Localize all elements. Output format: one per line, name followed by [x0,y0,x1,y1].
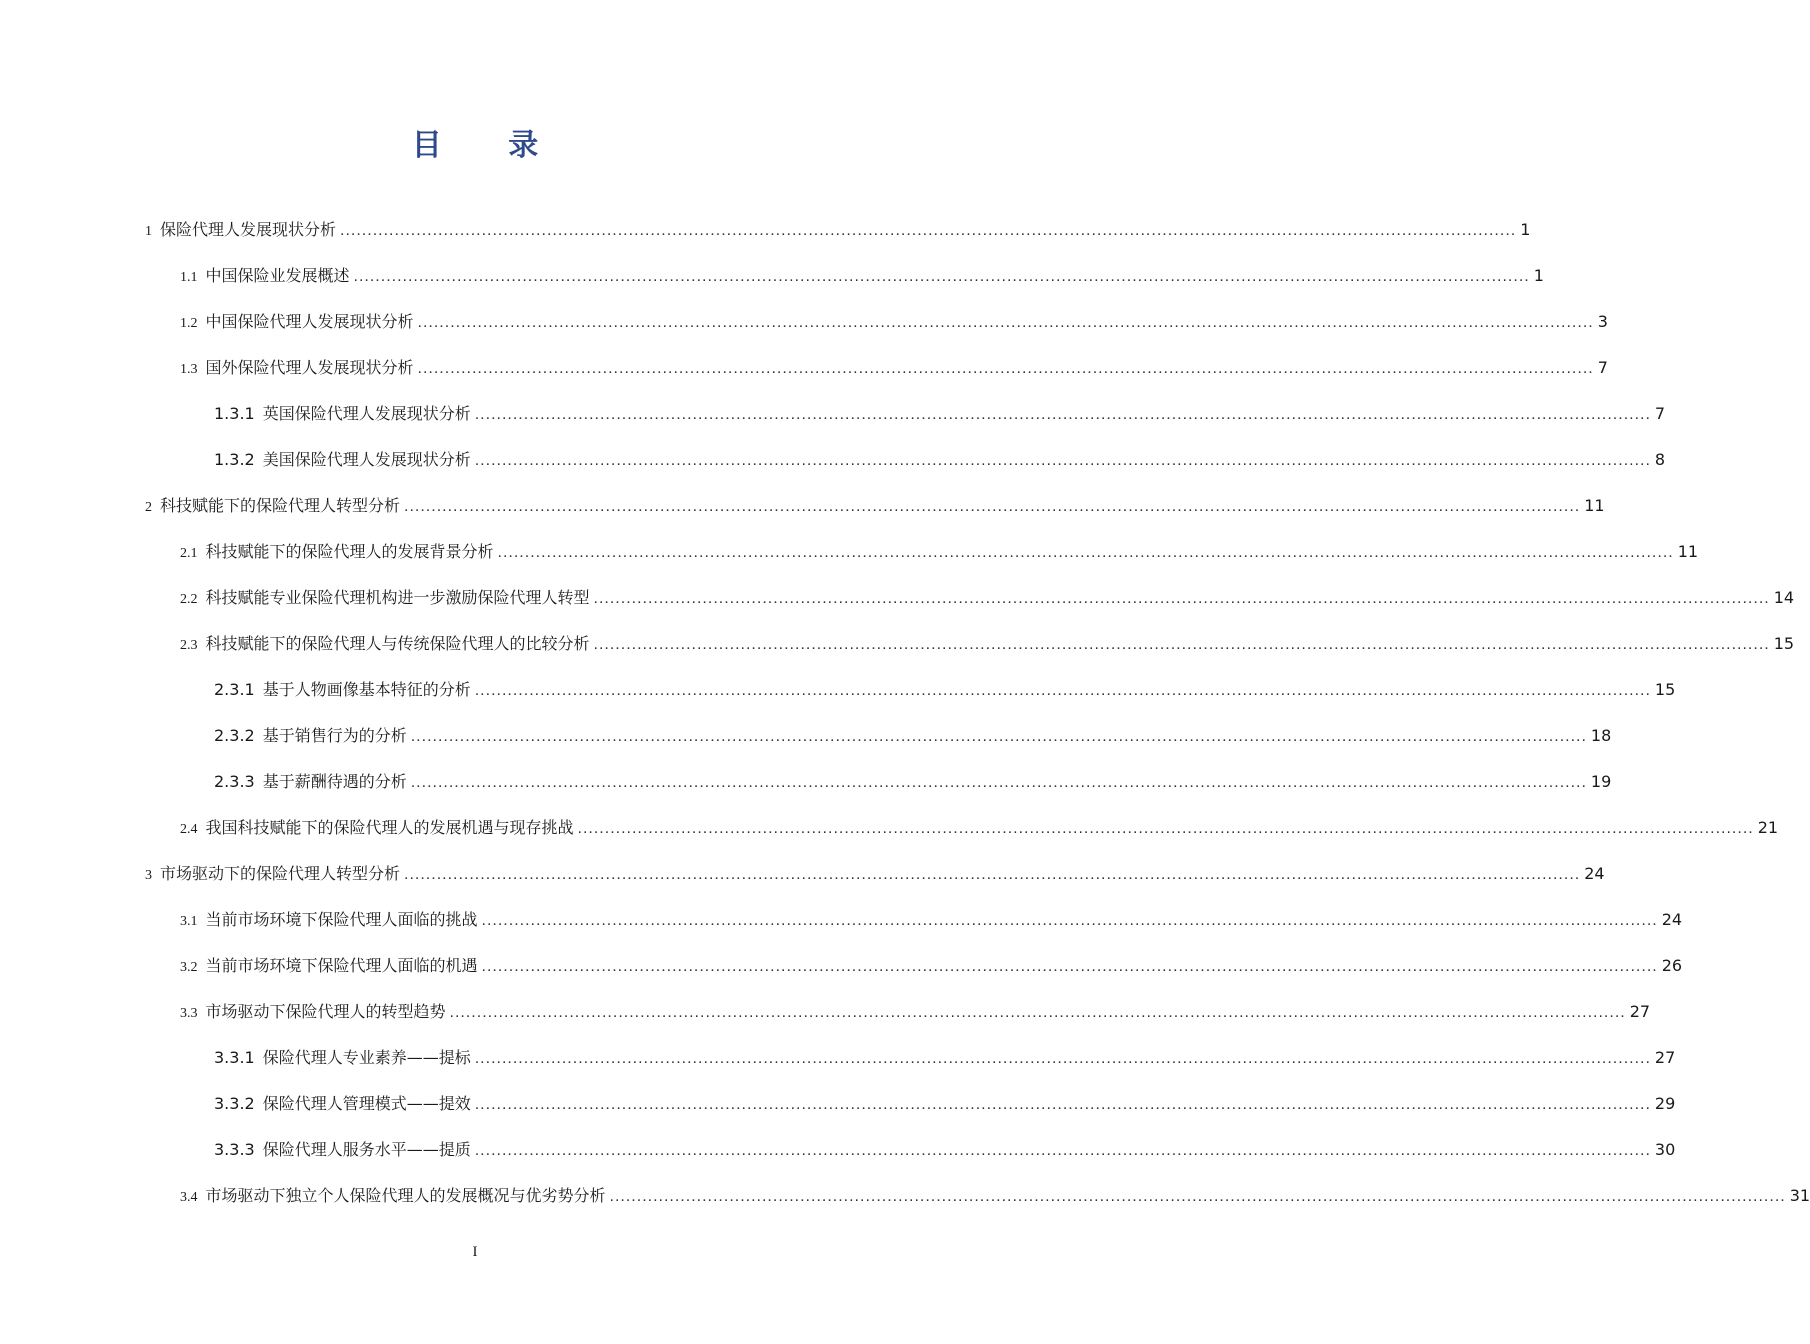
toc-entry-label: 英国保险代理人发展现状分析 [262,404,471,423]
toc-leader-dots: ........................................................................................................................................................................................................................ [474,452,1651,469]
toc-entry[interactable] [145,859,1605,889]
toc-entry-number: 2.2 [180,592,198,607]
toc-entry-page: 31 [1789,1186,1810,1205]
toc-entry[interactable] [180,261,1544,291]
toc-entry[interactable] [180,307,1608,337]
toc-leader-dots: ........................................................................................................................................................................................................................ [474,1096,1651,1113]
toc-entry[interactable] [180,1181,1810,1211]
toc-entry[interactable] [145,215,1531,245]
toc-entry-page: 14 [1773,588,1795,607]
toc-entry-number: 1.2 [180,316,198,331]
toc-entry-number: 1.3.1 [214,404,255,423]
toc-entry-label: 美国保险代理人发展现状分析 [262,450,471,469]
toc-entry[interactable] [214,721,1612,751]
toc-entry-page: 19 [1590,772,1612,791]
toc-entry-label: 保险代理人管理模式——提效 [262,1094,471,1113]
toc-entry-label: 基于销售行为的分析 [262,726,407,745]
toc-entry-page: 7 [1654,404,1666,423]
toc-leader-dots: ........................................................................................................................................................................................................................ [593,636,1770,653]
toc-entry-page: 8 [1654,450,1666,469]
toc-entry-number: 2.4 [180,822,198,837]
toc-entry-page: 27 [1654,1048,1676,1067]
toc-entry-number: 1 [145,224,152,239]
toc-entry-page: 24 [1584,864,1605,883]
toc-entry-label: 基于人物画像基本特征的分析 [262,680,471,699]
toc-entry-label: 保险代理人服务水平——提质 [262,1140,471,1159]
toc-entry-label: 保险代理人专业素养——提标 [262,1048,471,1067]
toc-entry-label: 保险代理人发展现状分析 [160,220,337,239]
toc-leader-dots: ........................................................................................................................................................................................................................ [417,314,1594,331]
toc-entry[interactable] [214,1135,1676,1165]
toc-entry-number: 1.3 [180,362,198,377]
toc-entry-number: 2.1 [180,546,198,561]
toc-entry-label: 基于薪酬待遇的分析 [262,772,407,791]
toc-entry-page: 7 [1597,358,1608,377]
toc-entry-number: 2.3 [180,638,198,653]
toc-entry[interactable] [214,675,1676,705]
toc-entry-label: 科技赋能专业保险代理机构进一步激励保险代理人转型 [205,588,590,607]
toc-entry-page: 24 [1661,910,1683,929]
toc-entry-page: 30 [1654,1140,1676,1159]
toc-entry[interactable] [214,399,1666,429]
toc-entry-label: 科技赋能下的保险代理人与传统保险代理人的比较分析 [205,634,590,653]
toc-entry-page: 29 [1654,1094,1676,1113]
toc-leader-dots: ........................................................................................................................................................................................................................ [481,912,1658,929]
toc-entry-number: 2 [145,500,152,515]
toc-entry[interactable] [180,997,1651,1027]
toc-entry-page: 21 [1757,818,1779,837]
page-title: 目 录 [411,128,567,163]
toc-leader-dots: ........................................................................................................................................................................................................................ [410,774,1587,791]
toc-entry[interactable] [214,1089,1676,1119]
toc-entry-number: 3.3 [180,1006,198,1021]
toc-entry-label: 当前市场环境下保险代理人面临的挑战 [205,910,478,929]
toc-entry-page: 1 [1533,266,1544,285]
toc-entry-label: 市场驱动下的保险代理人转型分析 [160,864,401,883]
toc-entry-number: 1.1 [180,270,198,285]
toc-leader-dots: ........................................................................................................................................................................................................................ [340,222,1517,239]
toc-entry[interactable] [214,1043,1676,1073]
toc-entry-number: 3 [145,868,152,883]
toc-leader-dots: ........................................................................................................................................................................................................................ [474,682,1651,699]
toc-entry[interactable] [214,767,1612,797]
toc-leader-dots: ........................................................................................................................................................................................................................ [481,958,1658,975]
toc-entry[interactable] [180,353,1608,383]
toc-leader-dots: ........................................................................................................................................................................................................................ [474,406,1651,423]
toc-entry[interactable] [180,537,1699,567]
toc-entry-number: 3.3.1 [214,1048,255,1067]
toc-entry-page: 11 [1677,542,1699,561]
toc-entry-label: 国外保险代理人发展现状分析 [205,358,414,377]
toc-entry[interactable] [180,951,1683,981]
toc-leader-dots: ........................................................................................................................................................................................................................ [577,820,1754,837]
toc-leader-dots: ........................................................................................................................................................................................................................ [410,728,1587,745]
toc-entry-label: 中国保险业发展概述 [205,266,350,285]
toc-leader-dots: ........................................................................................................................................................................................................................ [449,1004,1626,1021]
toc-leader-dots: ........................................................................................................................................................................................................................ [609,1188,1786,1205]
toc-entry-page: 15 [1773,634,1795,653]
toc-entry[interactable] [180,583,1795,613]
toc-leader-dots: ........................................................................................................................................................................................................................ [404,498,1581,515]
toc-entry-label: 市场驱动下独立个人保险代理人的发展概况与优劣势分析 [205,1186,606,1205]
toc-entry-number: 3.3.3 [214,1140,255,1159]
toc-entry[interactable] [180,905,1683,935]
toc-entry-number: 2.3.2 [214,726,255,745]
toc-entry-page: 11 [1584,496,1605,515]
toc-entry-number: 3.4 [180,1190,198,1205]
toc-entry[interactable] [180,813,1779,843]
toc-entry[interactable] [180,629,1795,659]
toc-leader-dots: ........................................................................................................................................................................................................................ [497,544,1674,561]
toc-leader-dots: ........................................................................................................................................................................................................................ [474,1050,1651,1067]
toc-entry-label: 市场驱动下保险代理人的转型趋势 [205,1002,446,1021]
toc-entry-number: 3.1 [180,914,198,929]
toc-entry-label: 科技赋能下的保险代理人转型分析 [160,496,401,515]
toc-entry-number: 2.3.1 [214,680,255,699]
toc-entry-page: 3 [1597,312,1608,331]
toc-leader-dots: ........................................................................................................................................................................................................................ [593,590,1770,607]
page-number: I [472,1244,478,1260]
toc-entry-number: 3.3.2 [214,1094,255,1113]
toc-leader-dots: ........................................................................................................................................................................................................................ [474,1142,1651,1159]
toc-entry-page: 18 [1590,726,1612,745]
toc-entry[interactable] [145,491,1605,521]
toc-entry-number: 1.3.2 [214,450,255,469]
toc-entry-number: 3.2 [180,960,198,975]
toc-entry-label: 当前市场环境下保险代理人面临的机遇 [205,956,478,975]
toc-leader-dots: ........................................................................................................................................................................................................................ [404,866,1581,883]
toc-entry-label: 中国保险代理人发展现状分析 [205,312,414,331]
toc-leader-dots: ........................................................................................................................................................................................................................ [353,268,1530,285]
toc-entry-number: 2.3.3 [214,772,255,791]
toc-entry-page: 1 [1520,220,1531,239]
toc-leader-dots: ........................................................................................................................................................................................................................ [417,360,1594,377]
toc-entry-label: 科技赋能下的保险代理人的发展背景分析 [205,542,494,561]
toc-entry-page: 15 [1654,680,1676,699]
toc-entry-label: 我国科技赋能下的保险代理人的发展机遇与现存挑战 [205,818,574,837]
toc-entry-page: 26 [1661,956,1683,975]
toc-entry[interactable] [214,445,1666,475]
toc-entry-page: 27 [1629,1002,1651,1021]
